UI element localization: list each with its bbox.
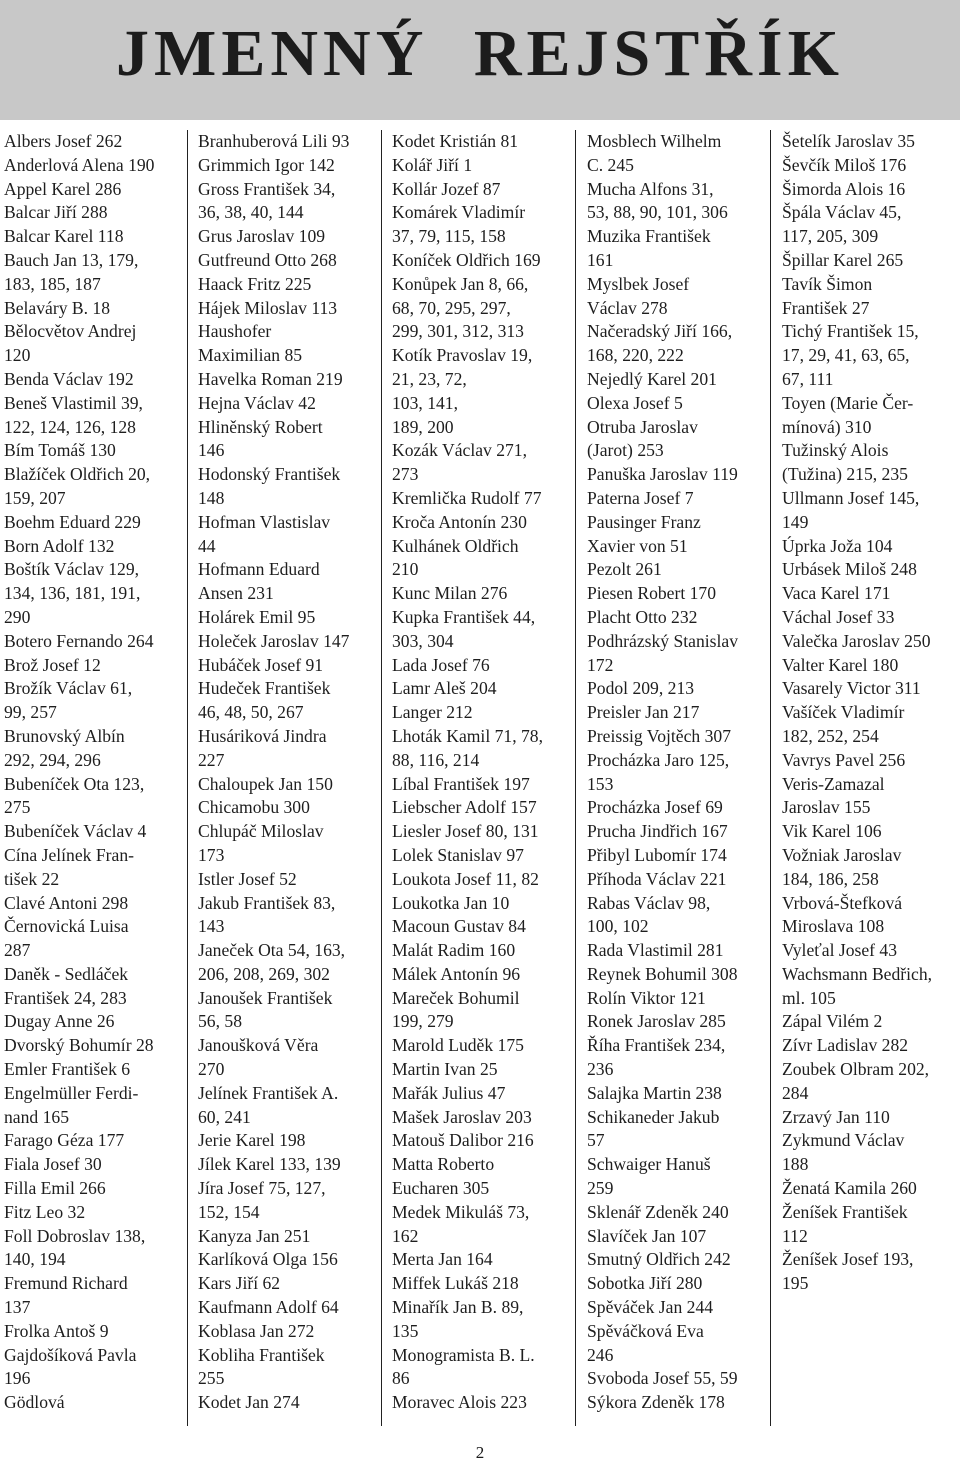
index-entry-line: 284 [782,1082,809,1103]
index-entry-line: Kotík Pravoslav 19, [392,345,533,366]
index-entry-line: Říha František 234, [587,1035,726,1056]
index-entry-line: Gödlová [4,1392,65,1413]
index-entry-line: Bubeníček Ota 123, [4,773,145,794]
index-entry-line: Lhoták Kamil 71, 78, [392,725,543,746]
index-entry-line: Janoušek František [198,987,333,1008]
index-entry-line: Podhrázský Stanislav [587,630,738,651]
index-entry-line: Chicamobu 300 [198,797,310,818]
index-entry-line: Moravec Alois 223 [392,1392,527,1413]
index-entry-line: Brunovský Albín [4,725,125,746]
index-entry-line: 53, 88, 90, 101, 306 [587,202,728,223]
index-entry-line: 67, 111 [782,368,834,389]
index-entry-line: 299, 301, 312, 313 [392,321,524,342]
index-entry-line: Černovická Luisa [4,916,129,937]
page-number: 2 [475,1443,485,1462]
index-entry-line: mínová) 310 [782,416,872,437]
index-entry-line: Kolář Jiří 1 [392,154,473,175]
index-entry-line: Zívr Ladislav 282 [782,1035,909,1056]
index-entry-line: 148 [198,487,225,508]
index-entry-line: 195 [782,1273,809,1294]
index-entry-line: Havelka Roman 219 [198,368,343,389]
index-entry-line: C. 245 [587,154,634,175]
index-entry-line: František 24, 283 [4,987,127,1008]
index-entry-line: Václav 278 [587,297,668,318]
index-entry-line: 303, 304 [392,630,454,651]
index-entry-line: Ševčík Miloš 176 [782,154,907,175]
index-entry-line: Loukotka Jan 10 [392,892,510,913]
index-entry-line: Spěváčková Eva [587,1320,704,1341]
index-entry-line: Kroča Antonín 230 [392,511,527,532]
index-entry-line: Benda Václav 192 [4,368,134,389]
index-entry-line: Kozák Václav 271, [392,440,528,461]
index-entry-line: Zykmund Václav [782,1130,905,1151]
index-entry-line: Vrbová-Štefková [782,892,903,913]
index-entry-line: Matta Roberto [392,1154,495,1175]
index-entry-line: Vasarely Victor 311 [782,678,921,699]
index-entry-line: 44 [198,535,216,556]
index-entry-line: Chlupáč Miloslav [198,821,324,842]
index-entry-line: Hliněnský Robert [198,416,323,437]
index-entry-line: Pausinger Franz [587,511,701,532]
index-entry-line: Tužinský Alois [782,440,889,461]
index-entry-line: Gross František 34, [198,178,336,199]
index-entry-line: 17, 29, 41, 63, 65, [782,345,910,366]
index-entry-line: Holárek Emil 95 [198,606,316,627]
index-entry-line: Prucha Jindřich 167 [587,821,728,842]
index-entry-line: 159, 207 [4,487,66,508]
index-entry-line: Xavier von 51 [587,535,688,556]
index-entry-line: Úprka Joža 104 [782,535,893,556]
index-entry-line: Schikaneder Jakub [587,1106,720,1127]
index-entry-line: Fitz Leo 32 [4,1201,86,1222]
index-entry-line: 103, 141, [392,392,458,413]
index-entry-line: Hejna Václav 42 [198,392,316,413]
index-entry-line: Jakub František 83, [198,892,336,913]
index-entry-line: 120 [4,345,31,366]
index-entry-line: Marold Luděk 175 [392,1035,524,1056]
index-entry-line: 21, 23, 72, [392,368,467,389]
index-entry-line: (Jarot) 253 [587,440,664,461]
index-entry-line: Lolek Stanislav 97 [392,844,524,865]
index-entry-line: František 27 [782,297,870,318]
index-entry-line: Hodonský František [198,464,341,485]
index-columns [0,130,960,1430]
index-entry-line: 60, 241 [198,1106,251,1127]
index-entry-line: Bělocvětov Andrej [4,321,137,342]
index-entry-line: Váchal Josef 33 [782,606,895,627]
index-entry-line: Brožík Václav 61, [4,678,133,699]
index-entry-line: Matouš Dalibor 216 [392,1130,534,1151]
index-entry-line: Kars Jiří 62 [198,1273,281,1294]
page-title: JMENNÝ REJSTŘÍK [116,17,844,90]
index-entry-line: Rolín Viktor 121 [587,987,706,1008]
index-entry-line: Janeček Ota 54, 163, [198,940,346,961]
index-entry-line: 273 [392,464,419,485]
index-entry-line: Smutný Oldřich 242 [587,1249,731,1270]
index-entry-line: Bím Tomáš 130 [4,440,116,461]
index-entry-line: Lada Josef 76 [392,654,490,675]
index-entry-line: Minařík Jan B. 89, [392,1297,524,1318]
index-entry-line: Hubáček Josef 91 [198,654,324,675]
index-entry-line: 146 [198,440,225,461]
index-entry-line: Urbásek Miloš 248 [782,559,917,580]
index-entry-line: Špillar Karel 265 [782,249,904,270]
index-entry-line: Fremund Richard [4,1273,128,1294]
index-entry-line: 188 [782,1154,809,1175]
index-entry-line: Branhuberová Lili 93 [198,131,350,151]
index-entry-line: Balcar Jiří 288 [4,202,108,223]
index-entry-line: Hofmann Eduard [198,559,320,580]
index-entry-line: 206, 208, 269, 302 [198,963,330,984]
index-entry-line: 46, 48, 50, 267 [198,702,304,723]
index-entry-line: Šetelík Jaroslav 35 [782,131,915,151]
index-entry-line: Procházka Jaro 125, [587,749,730,770]
index-entry-line: Konůpek Jan 8, 66, [392,273,529,294]
index-entry-line: Vožniak Jaroslav [782,844,902,865]
index-entry-line: 236 [587,1059,614,1080]
index-entry-line: Ronek Jaroslav 285 [587,1011,726,1032]
index-entry-line: Dugay Anne 26 [4,1011,115,1032]
index-entry-line: Wachsmann Bedřich, [782,963,933,984]
index-entry-line: 152, 154 [198,1201,260,1222]
index-entry-line: Špála Václav 45, [782,202,902,223]
index-entry-line: Dvorský Bohumír 28 [4,1035,154,1056]
index-entry-line: 182, 252, 254 [782,725,879,746]
index-entry-line: Bubeníček Václav 4 [4,821,147,842]
index-entry-line: (Tužina) 215, 235 [782,464,908,485]
index-entry-line: Boštík Václav 129, [4,559,140,580]
index-entry-line: Miffek Lukáš 218 [392,1273,519,1294]
index-entry-line: Mucha Alfons 31, [587,178,714,199]
index-entry-line: Zápal Vilém 2 [782,1011,883,1032]
index-entry-line: tišek 22 [4,868,60,889]
index-entry-line: Piesen Robert 170 [587,583,717,604]
index-entry-line: Toyen (Marie Čer- [782,392,914,413]
title-banner [0,0,960,120]
index-entry-line: 112 [782,1225,808,1246]
index-entry-line: Placht Otto 232 [587,606,698,627]
index-entry-line: Gajdošíková Pavla [4,1344,137,1365]
index-entry-line: 162 [392,1225,419,1246]
index-entry-line: Belaváry B. 18 [4,297,111,318]
index-entry-line: Olexa Josef 5 [587,392,683,413]
index-entry-line: Foll Dobroslav 138, [4,1225,146,1246]
index-entry-line: Jíra Josef 75, 127, [198,1178,326,1199]
index-entry-line: Haushofer [198,321,272,342]
index-entry-line: Liesler Josef 80, 131 [392,821,539,842]
index-entry-line: Ženatá Kamila 260 [782,1178,917,1199]
index-entry-line: Svoboda Josef 55, 59 [587,1368,738,1389]
index-entry-line: Blažíček Oldřich 20, [4,464,151,485]
index-entry-line: 122, 124, 126, 128 [4,416,136,437]
index-entry-line: Balcar Karel 118 [4,226,124,247]
index-entry-line: 227 [198,749,225,770]
index-entry-line: Přibyl Lubomír 174 [587,844,727,865]
index-entry-line: Preisler Jan 217 [587,702,700,723]
index-entry-line: Ullmann Josef 145, [782,487,920,508]
index-entry-line: Kunc Milan 276 [392,583,508,604]
index-entry-line: Slavíček Jan 107 [587,1225,707,1246]
index-entry-line: Myslbek Josef [587,273,690,294]
index-entry-line: Grus Jaroslav 109 [198,226,326,247]
index-entry-line: Albers Josef 262 [4,131,123,151]
index-entry-line: Anderlová Alena 190 [4,154,155,175]
index-entry-line: Liebscher Adolf 157 [392,797,537,818]
index-entry-line: Daněk - Sedláček [4,963,129,984]
index-entry-line: Kaufmann Adolf 64 [198,1297,339,1318]
index-entry-line: 117, 205, 309 [782,226,879,247]
index-entry-line: 199, 279 [392,1011,454,1032]
index-entry-line: Reynek Bohumil 308 [587,963,738,984]
index-entry-line: Mařák Julius 47 [392,1082,506,1103]
index-entry-line: Spěváček Jan 244 [587,1297,714,1318]
index-entry-line: Emler František 6 [4,1059,131,1080]
index-entry-line: 270 [198,1059,225,1080]
index-entry-line: 168, 220, 222 [587,345,684,366]
index-entry-line: 143 [198,916,225,937]
index-entry-line: Zrzavý Jan 110 [782,1106,890,1127]
index-entry-line: 255 [198,1368,225,1389]
index-entry-line: Hudeček František [198,678,331,699]
index-entry-line: Grimmich Igor 142 [198,154,335,175]
index-entry-line: Appel Karel 286 [4,178,122,199]
index-column-1 [4,130,184,1430]
index-entry-line: Filla Emil 266 [4,1178,106,1199]
index-entry-line: ml. 105 [782,987,836,1008]
index-entry-line: Holeček Jaroslav 147 [198,630,350,651]
index-entry-line: Jelínek František A. [198,1082,339,1103]
index-entry-line: Vavrys Pavel 256 [782,749,906,770]
index-entry-line: Tavík Šimon [782,273,873,294]
index-entry-line: Ženíšek František [782,1201,908,1222]
index-entry-line: Valečka Jaroslav 250 [782,630,931,651]
index-entry-line: Podol 209, 213 [587,678,695,699]
index-column-5 [782,130,960,1430]
index-entry-line: Schwaiger Hanuš [587,1154,711,1175]
index-entry-line: Načeradský Jiří 166, [587,321,733,342]
index-entry-line: Gutfreund Otto 268 [198,249,337,270]
index-entry-line: nand 165 [4,1106,69,1127]
index-entry-line: Kodet Jan 274 [198,1392,300,1413]
index-entry-line: Koblasa Jan 272 [198,1320,315,1341]
index-entry-line: Mašek Jaroslav 203 [392,1106,532,1127]
index-entry-line: 161 [587,249,614,270]
index-entry-line: Mareček Bohumil [392,987,520,1008]
index-entry-line: Ansen 231 [198,583,274,604]
index-entry-line: Rada Vlastimil 281 [587,940,724,961]
index-column-4 [587,130,767,1430]
index-entry-line: Langer 212 [392,702,473,723]
index-entry-line: 134, 136, 181, 191, [4,583,141,604]
index-entry-line: Miroslava 108 [782,916,885,937]
index-entry-line: Haack Fritz 225 [198,273,312,294]
index-entry-line: 56, 58 [198,1011,242,1032]
index-entry-line: 153 [587,773,614,794]
index-column-2 [198,130,378,1430]
index-entry-line: 183, 185, 187 [4,273,101,294]
index-entry-line: Maximilian 85 [198,345,303,366]
index-entry-line: Lamr Aleš 204 [392,678,497,699]
index-entry-line: Procházka Josef 69 [587,797,723,818]
index-entry-line: 100, 102 [587,916,649,937]
index-entry-line: Salajka Martin 238 [587,1082,722,1103]
index-entry-line: Beneš Vlastimil 39, [4,392,143,413]
index-entry-line: Jerie Karel 198 [198,1130,306,1151]
index-entry-line: Malát Radim 160 [392,940,516,961]
index-entry-line: Hofman Vlastislav [198,511,331,532]
index-entry-line: Istler Josef 52 [198,868,297,889]
index-entry-line: Sklenář Zdeněk 240 [587,1201,729,1222]
index-entry-line: Boehm Eduard 229 [4,511,141,532]
index-entry-line: Medek Mikuláš 73, [392,1201,530,1222]
index-entry-line: Paterna Josef 7 [587,487,694,508]
index-entry-line: 137 [4,1297,31,1318]
index-entry-line: 140, 194 [4,1249,66,1270]
index-entry-line: 210 [392,559,419,580]
index-entry-line: Muzika František [587,226,711,247]
index-entry-line: Frolka Antoš 9 [4,1320,109,1341]
index-entry-line: 36, 38, 40, 144 [198,202,304,223]
index-entry-line: Panuška Jaroslav 119 [587,464,738,485]
index-column-3 [392,130,572,1430]
index-entry-line: Brož Josef 12 [4,654,101,675]
index-entry-line: Kulhánek Oldřich [392,535,519,556]
index-entry-line: 86 [392,1368,410,1389]
index-entry-line: 135 [392,1320,419,1341]
index-entry-line: Karlíková Olga 156 [198,1249,338,1270]
index-entry-line: Botero Fernando 264 [4,630,154,651]
index-entry-line: 292, 294, 296 [4,749,101,770]
index-entry-line: Rabas Václav 98, [587,892,711,913]
index-entry-line: Pezolt 261 [587,559,662,580]
index-entry-line: Ženíšek Josef 193, [782,1249,914,1270]
index-entry-line: Nejedlý Karel 201 [587,368,717,389]
index-entry-line: 37, 79, 115, 158 [392,226,506,247]
index-entry-line: Bauch Jan 13, 179, [4,249,139,270]
index-entry-line: Cína Jelínek Fran- [4,844,134,865]
index-entry-line: Vaca Karel 171 [782,583,891,604]
index-entry-line: Kremlička Rudolf 77 [392,487,542,508]
index-entry-line: Kupka František 44, [392,606,536,627]
index-entry-line: Kollár Jozef 87 [392,178,501,199]
index-entry-line: Merta Jan 164 [392,1249,493,1270]
index-entry-line: Hájek Miloslav 113 [198,297,338,318]
index-entry-line: Born Adolf 132 [4,535,115,556]
index-entry-line: Martin Ivan 25 [392,1059,498,1080]
index-entry-line: Kodet Kristián 81 [392,131,519,151]
index-entry-line: 246 [587,1344,614,1365]
index-entry-line: 196 [4,1368,31,1389]
index-entry-line: Preissig Vojtěch 307 [587,725,732,746]
index-entry-line: Engelmüller Ferdi- [4,1082,139,1103]
index-entry-line: Sýkora Zdeněk 178 [587,1392,725,1413]
index-entry-line: Jílek Karel 133, 139 [198,1154,341,1175]
index-entry-line: Vik Karel 106 [782,821,882,842]
index-entry-line: Chaloupek Jan 150 [198,773,333,794]
index-entry-line: 172 [587,654,614,675]
index-entry-line: Tichý František 15, [782,321,919,342]
index-entry-line: Vašíček Vladimír [782,702,905,723]
index-entry-line: 149 [782,511,809,532]
index-entry-line: Mosblech Wilhelm [587,131,722,151]
index-entry-line: Monogramista B. L. [392,1344,535,1365]
index-entry-line: Loukota Josef 11, 82 [392,868,539,889]
index-entry-line: 275 [4,797,31,818]
index-entry-line: Farago Géza 177 [4,1130,125,1151]
index-entry-line: Šimorda Alois 16 [782,178,906,199]
index-entry-line: 173 [198,844,225,865]
index-entry-line: Komárek Vladimír [392,202,526,223]
index-entry-line: 68, 70, 295, 297, [392,297,511,318]
index-entry-line: Kobliha František [198,1344,325,1365]
index-entry-line: Husáriková Jindra [198,725,327,746]
index-entry-line: Koníček Oldřich 169 [392,249,541,270]
index-entry-line: Clavé Antoni 298 [4,892,129,913]
index-entry-line: Sobotka Jiří 280 [587,1273,703,1294]
index-entry-line: Kanyza Jan 251 [198,1225,311,1246]
index-entry-line: 287 [4,940,31,961]
index-entry-line: 99, 257 [4,702,57,723]
index-entry-line: 184, 186, 258 [782,868,879,889]
index-entry-line: Líbal František 197 [392,773,530,794]
index-entry-line: Příhoda Václav 221 [587,868,727,889]
index-entry-line: 88, 116, 214 [392,749,480,770]
index-entry-line: Vyleťal Josef 43 [782,940,898,961]
index-entry-line: Zoubek Olbram 202, [782,1059,930,1080]
index-entry-line: Málek Antonín 96 [392,963,521,984]
index-entry-line: 189, 200 [392,416,454,437]
index-entry-line: Valter Karel 180 [782,654,899,675]
index-entry-line: Macoun Gustav 84 [392,916,526,937]
index-entry-line: Fiala Josef 30 [4,1154,102,1175]
index-entry-line: Eucharen 305 [392,1178,490,1199]
index-entry-line: Jaroslav 155 [782,797,871,818]
index-entry-line: 57 [587,1130,605,1151]
index-entry-line: Veris-Zamazal [782,773,885,794]
index-entry-line: Janoušková Věra [198,1035,319,1056]
index-entry-line: 290 [4,606,31,627]
index-entry-line: Otruba Jaroslav [587,416,698,437]
index-entry-line: 259 [587,1178,614,1199]
